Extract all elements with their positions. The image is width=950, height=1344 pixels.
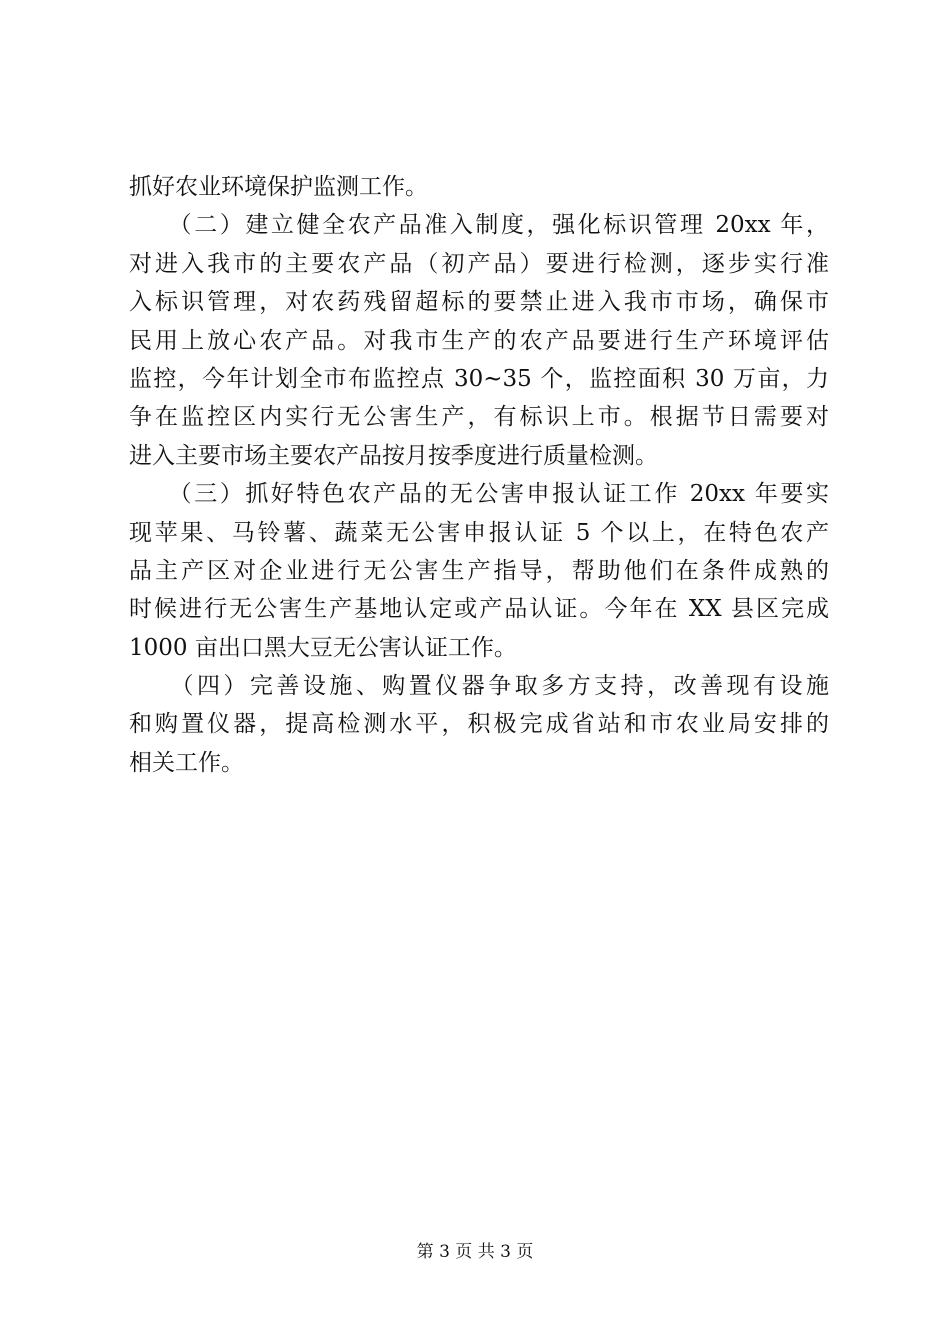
paragraph-line: 进入主要市场主要农产品按月按季度进行质量检测。 [129, 442, 658, 469]
paragraph-line: 争在监控区内实行无公害生产，有标识上市。根据节日需要对 [129, 404, 829, 431]
paragraph-line: 品主产区对企业进行无公害生产指导，帮助他们在条件成熟的 [129, 557, 829, 584]
paragraph-line: 抓好农业环境保护监测工作。 [129, 174, 428, 200]
page-number-footer: 第 3 页 共 3 页 [416, 1242, 534, 1262]
paragraph-line: 相关工作。 [129, 749, 244, 776]
paragraph-line: （二）建立健全农产品准入制度，强化标识管理 20xx 年， [129, 212, 829, 239]
paragraph-line: 时候进行无公害生产基地认定或产品认证。今年在 XX 县区完成 [129, 596, 829, 623]
paragraph-line: （四）完善设施、购置仪器争取多方支持，改善现有设施 [129, 673, 829, 700]
paragraph-line: 对进入我市的主要农产品（初产品）要进行检测，逐步实行准 [129, 250, 829, 277]
paragraph-line: （三）抓好特色农产品的无公害申报认证工作 20xx 年要实 [129, 481, 829, 508]
paragraph-line: 和购置仪器，提高检测水平，积极完成省站和市农业局安排的 [129, 711, 829, 738]
paragraph-line: 现苹果、马铃薯、蔬菜无公害申报认证 5 个以上，在特色农产 [129, 519, 829, 546]
paragraph-line: 民用上放心农产品。对我市生产的农产品要进行生产环境评估 [129, 327, 829, 354]
paragraph-line: 1000 亩出口黑大豆无公害认证工作。 [129, 634, 517, 661]
paragraph-line: 监控，今年计划全市布监控点 30~35 个，监控面积 30 万亩，力 [129, 365, 829, 392]
paragraph-line: 入标识管理，对农药残留超标的要禁止进入我市市场，确保市 [129, 289, 829, 316]
document-body [129, 168, 829, 782]
